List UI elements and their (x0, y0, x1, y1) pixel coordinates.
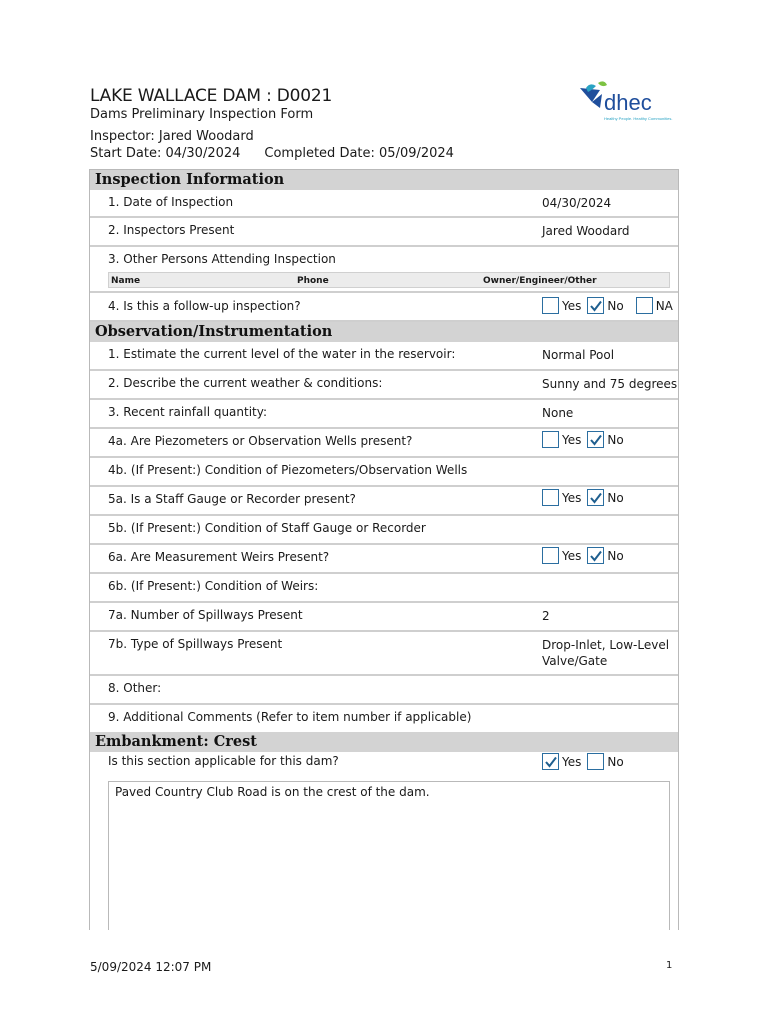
row-follow-up (90, 293, 678, 322)
row-other (90, 676, 678, 705)
staff-gauge-options: Yes No (542, 489, 630, 506)
piezometer-options: Yes No (542, 431, 630, 448)
question-label: 4. Is this a follow-up inspection? (108, 299, 301, 313)
question-label: 4a. Are Piezometers or Observation Wells present? (108, 434, 413, 448)
check-icon (589, 433, 603, 447)
row-additional-comments (90, 705, 678, 732)
crest-comment-box[interactable] (108, 781, 670, 930)
question-label: 5a. Is a Staff Gauge or Recorder present? (108, 492, 356, 506)
inspector-line: Inspector: Jared Woodard (90, 129, 254, 144)
row-piezometer-condition (90, 458, 678, 487)
question-label: 3. Recent rainfall quantity: (108, 405, 268, 419)
section-inspection-information: Inspection Information (90, 170, 678, 190)
footer-timestamp: 5/09/2024 12:07 PM (90, 960, 212, 974)
check-icon (589, 491, 603, 505)
question-label: 7b. Type of Spillways Present (108, 637, 283, 651)
no-checkbox[interactable] (587, 297, 604, 314)
row-crest-applicable (90, 752, 678, 778)
question-label: Is this section applicable for this dam? (108, 754, 339, 768)
question-label: 3. Other Persons Attending Inspection (108, 252, 336, 266)
question-label: 8. Other: (108, 681, 162, 695)
yes-checkbox[interactable] (542, 431, 559, 448)
question-label: 4b. (If Present:) Condition of Piezometers/Observation Wells (108, 463, 468, 477)
crest-comment-text: Paved Country Club Road is on the crest of the dam. (115, 785, 430, 799)
section-observation-instrumentation: Observation/Instrumentation (90, 322, 678, 342)
question-label: 1. Estimate the current level of the water in the reservoir: (108, 347, 456, 361)
row-weather (90, 371, 678, 400)
yes-checkbox[interactable] (542, 753, 559, 770)
answer-value: Drop-Inlet, Low-Level Valve/Gate (542, 638, 670, 668)
answer-value: Jared Woodard (542, 224, 630, 238)
yes-checkbox[interactable] (542, 547, 559, 564)
question-label: 5b. (If Present:) Condition of Staff Gauge or Recorder (108, 521, 426, 535)
start-date: Start Date: 04/30/2024 (90, 146, 241, 161)
completed-date: Completed Date: 05/09/2024 (264, 146, 454, 161)
persons-table-header (108, 272, 670, 288)
row-staff-gauge-condition (90, 516, 678, 545)
answer-value: Sunny and 75 degrees (542, 377, 678, 391)
answer-value: Normal Pool (542, 348, 615, 362)
col-phone: Phone (297, 276, 329, 286)
row-other-persons (90, 247, 678, 293)
col-role: Owner/Engineer/Other (483, 276, 597, 286)
row-spillway-count (90, 603, 678, 632)
yes-checkbox[interactable] (542, 489, 559, 506)
no-checkbox[interactable] (587, 753, 604, 770)
question-label: 9. Additional Comments (Refer to item number if applicable) (108, 710, 472, 724)
no-checkbox[interactable] (587, 431, 604, 448)
question-label: 2. Inspectors Present (108, 223, 235, 237)
check-icon (589, 299, 603, 313)
section-embankment-crest: Embankment: Crest (90, 732, 678, 752)
answer-value: None (542, 406, 574, 420)
weirs-options: Yes No (542, 547, 630, 564)
question-label: 7a. Number of Spillways Present (108, 608, 303, 622)
follow-up-options: Yes No NA (542, 297, 673, 314)
check-icon (544, 755, 558, 769)
na-checkbox[interactable] (636, 297, 653, 314)
row-weirs-condition (90, 574, 678, 603)
form-subtitle: Dams Preliminary Inspection Form (90, 107, 314, 122)
answer-value: 2 (542, 609, 550, 623)
row-staff-gauge (90, 487, 678, 516)
question-label: 6b. (If Present:) Condition of Weirs: (108, 579, 319, 593)
inspection-form (89, 169, 679, 930)
question-label: 6a. Are Measurement Weirs Present? (108, 550, 330, 564)
dhec-logo (578, 80, 673, 124)
col-name: Name (111, 276, 141, 286)
check-icon (589, 549, 603, 563)
row-date-of-inspection (90, 190, 678, 218)
yes-checkbox[interactable] (542, 297, 559, 314)
no-checkbox[interactable] (587, 547, 604, 564)
logo-text: dhec (604, 90, 652, 115)
page-number: 1 (666, 960, 673, 971)
logo-tagline: Healthy People. Healthy Communities. (604, 116, 673, 121)
row-piezometers (90, 429, 678, 458)
row-rainfall (90, 400, 678, 429)
row-spillway-type (90, 632, 678, 676)
row-weirs (90, 545, 678, 574)
answer-value: 04/30/2024 (542, 196, 612, 210)
dates-line (90, 146, 454, 161)
no-checkbox[interactable] (587, 489, 604, 506)
row-inspectors-present (90, 218, 678, 247)
dam-title: LAKE WALLACE DAM : D0021 (90, 86, 333, 106)
row-water-level (90, 342, 678, 371)
question-label: 2. Describe the current weather & conditions: (108, 376, 383, 390)
crest-applicable-options: Yes No (542, 753, 630, 770)
question-label: 1. Date of Inspection (108, 195, 234, 209)
